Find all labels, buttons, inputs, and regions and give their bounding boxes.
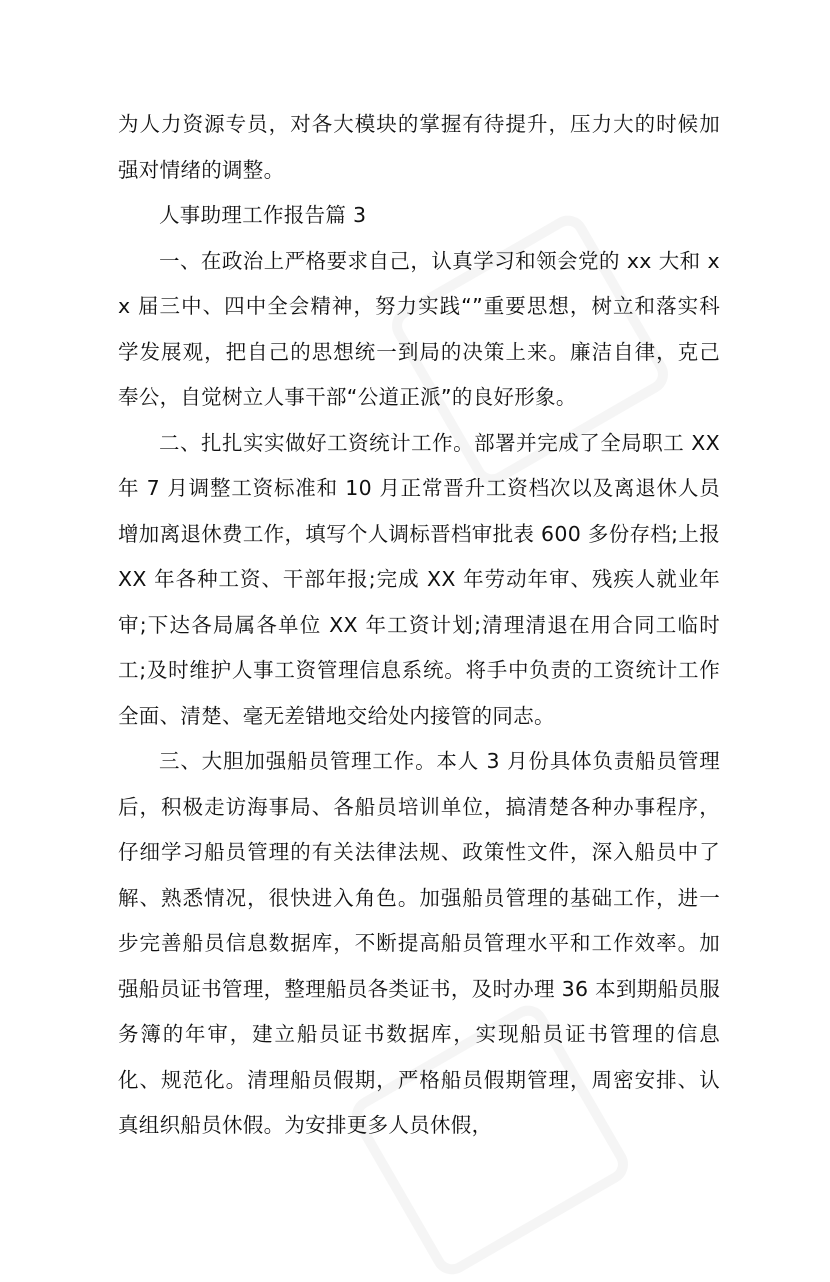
paragraph-crew-management: 三、大胆加强船员管理工作。本人 3 月份具体负责船员管理后，积极走访海事局、各船员培训单位，搞清楚各种办事程序，仔细学习船员管理的有关法律法规、政策性文件，深入船员中了解、熟悉情况，很快进入角色。加强船员管理的基础工作，进一步完善船员信息数据库，不断提高船员管理水平和工作效率。加强船员证书管理，整理船员各类证书，及时办理 36 本到期船员服务簿的年审，建立船员证书数据库，实现船员证书管理的信息化、规范化。清理船员假期，严格船员假期管理，周密安排、认真组织船员休假。为安排更多人员休假，	[118, 749, 720, 1137]
paragraph-continuation: 为人力资源专员，对各大模块的掌握有待提升，压力大的时候加强对情绪的调整。	[118, 112, 720, 182]
paragraph-political: 一、在政治上严格要求自己，认真学习和领会党的 xx 大和 xx 届三中、四中全会精神，努力实践“”重要思想，树立和落实科学发展观，把自己的思想统一到局的决策上来。廉洁自律，克己奉公，自觉树立人事干部“公道正派”的良好形象。	[118, 248, 720, 409]
section-heading: 人事助理工作报告篇 3	[159, 203, 367, 227]
document-body	[118, 102, 720, 1149]
paragraph-salary-statistics: 二、扎扎实实做好工资统计工作。部署并完成了全局职工 XX 年 7 月调整工资标准和 10 月正常晋升工资档次以及离退休人员增加离退休费工作，填写个人调标晋档审批表 600 多份存档;上报 XX 年各种工资、干部年报;完成 XX 年劳动年审、残疾人就业年审;下达各局属各单位 XX 年工资计划;清理清退在用合同工临时工;及时维护人事工资管理信息系统。将手中负责的工资统计工作全面、清楚、毫无差错地交给处内接管的同志。	[118, 430, 720, 728]
